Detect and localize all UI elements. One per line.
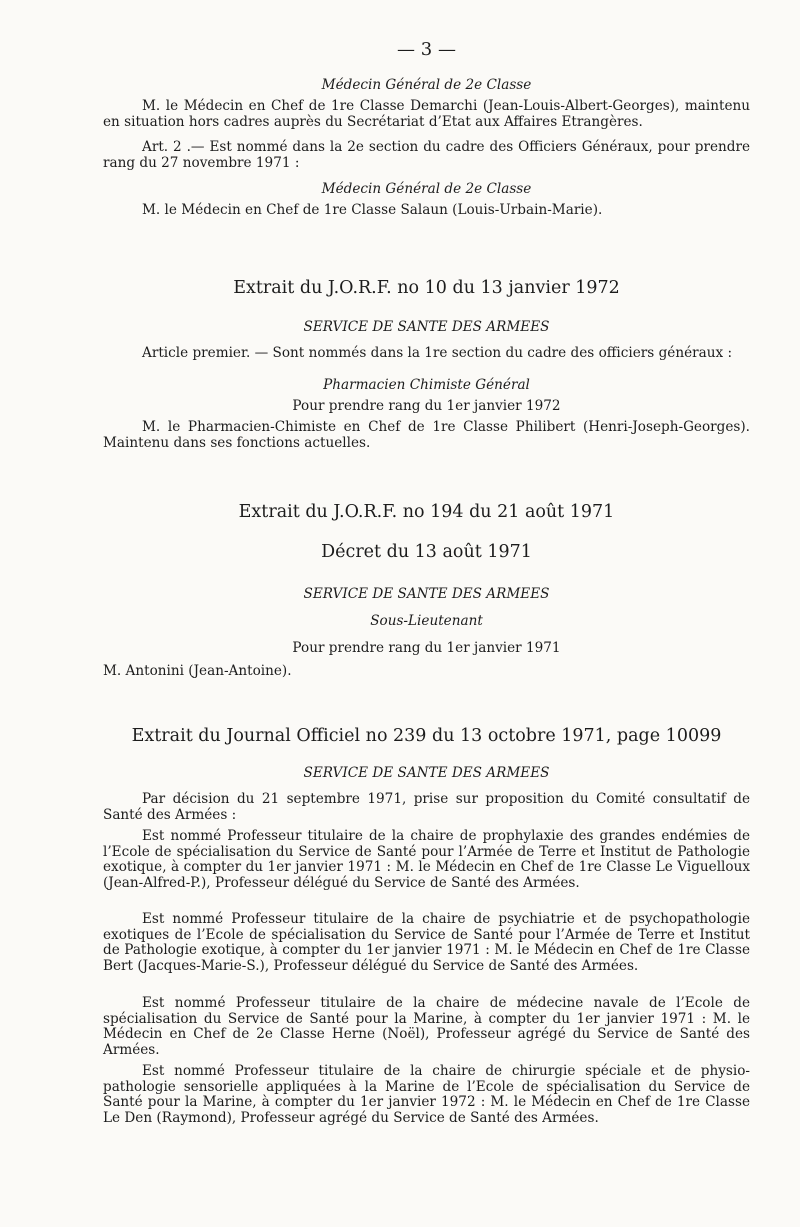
extrait-1-article: Article premier. — Sont nommés dans la 1re section du cadre des officiers généraux : [142,345,733,361]
heading-medecin-general-1: Médecin Général de 2e Classe [321,77,532,93]
extrait-2-title: Extrait du J.O.R.F. no 194 du 21 août 1971 [238,502,615,522]
extrait-2-decret: Décret du 13 août 1971 [321,542,532,562]
extrait-3-bert: Est nommé Professeur titulaire de la chaire de psychiatrie et de psychopathologie exotiques de l’Ecole de spécialisation du Service de Santé pour l’Armée de Terre et Institut de Pathologie exotique, à compter du 1er janvier 1971 : M. le Médecin en Chef de 1re Classe Bert (Jacques-Marie-S.), Professeur délégué du Service de Santé des Armées. [103,911,750,974]
page-number: — 3 — [397,39,456,60]
extrait-1-service: SERVICE DE SANTE DES ARMEES [303,319,550,335]
extrait-3-decision: Par décision du 21 septembre 1971, prise sur proposition du Comité consultatif de Santé des Armées : [103,791,750,823]
extrait-3-herne: Est nommé Professeur titulaire de la chaire de médecine navale de l’Ecole de spécialisation du Service de Santé pour la Marine, à compter du 1er janvier 1971 : M. le Médecin en Chef de 2e Classe Herne (Noël), Professeur agrégé du Service de Santé des Armées. [103,995,750,1058]
paragraph-salaun: M. le Médecin en Chef de 1re Classe Salaun (Louis-Urbain-Marie). [142,202,603,218]
extrait-3-le-den: Est nommé Professeur titulaire de la chaire de chirurgie spéciale et de physio-pathologie sensorielle appliquées à la Marine de l’Ecole de spécialisation du Service de Santé pour la Marine, à compter du 1er janvier 1972 : M. le Médecin en Chef de 1re Classe Le Den (Raymond), Professeur agrégé du Service de Santé des Armées. [103,1063,750,1126]
extrait-3-le-viguelloux: Est nommé Professeur titulaire de la chaire de prophylaxie des grandes endémies de l’Ecole de spécialisation du Service de Santé pour l’Armée de Terre et Institut de Pathologie exotique, à compter du 1er janvier 1971 : M. le Médecin en Chef de 1re Classe Le Viguelloux (Jean-Alfred-P.), Professeur délégué du Service de Santé des Armées. [103,828,750,891]
paragraph-art-2: Art. 2 .— Est nommé dans la 2e section du cadre des Officiers Généraux, pour prendre rang du 27 novembre 1971 : [103,139,750,171]
extrait-2-service: SERVICE DE SANTE DES ARMEES [303,586,550,602]
extrait-1-grade: Pharmacien Chimiste Général [323,377,530,393]
heading-medecin-general-2: Médecin Général de 2e Classe [321,181,532,197]
extrait-3-service: SERVICE DE SANTE DES ARMEES [303,765,550,781]
extrait-1-title: Extrait du J.O.R.F. no 10 du 13 janvier 1972 [233,278,620,298]
extrait-1-rang: Pour prendre rang du 1er janvier 1972 [292,398,561,414]
paragraph-demarchi: M. le Médecin en Chef de 1re Classe Demarchi (Jean-Louis-Albert-Georges), maintenu en situation hors cadres auprès du Secrétariat d’Etat aux Affaires Etrangères. [103,98,750,130]
extrait-2-rang: Pour prendre rang du 1er janvier 1971 [292,640,561,656]
extrait-1-philibert: M. le Pharmacien-Chimiste en Chef de 1re Classe Philibert (Henri-Joseph-Georges). Maintenu dans ses fonctions actuelles. [103,419,750,451]
extrait-3-title: Extrait du Journal Officiel no 239 du 13 octobre 1971, page 10099 [131,726,722,746]
extrait-2-grade: Sous-Lieutenant [370,613,483,629]
extrait-2-antonini: M. Antonini (Jean-Antoine). [103,663,292,679]
